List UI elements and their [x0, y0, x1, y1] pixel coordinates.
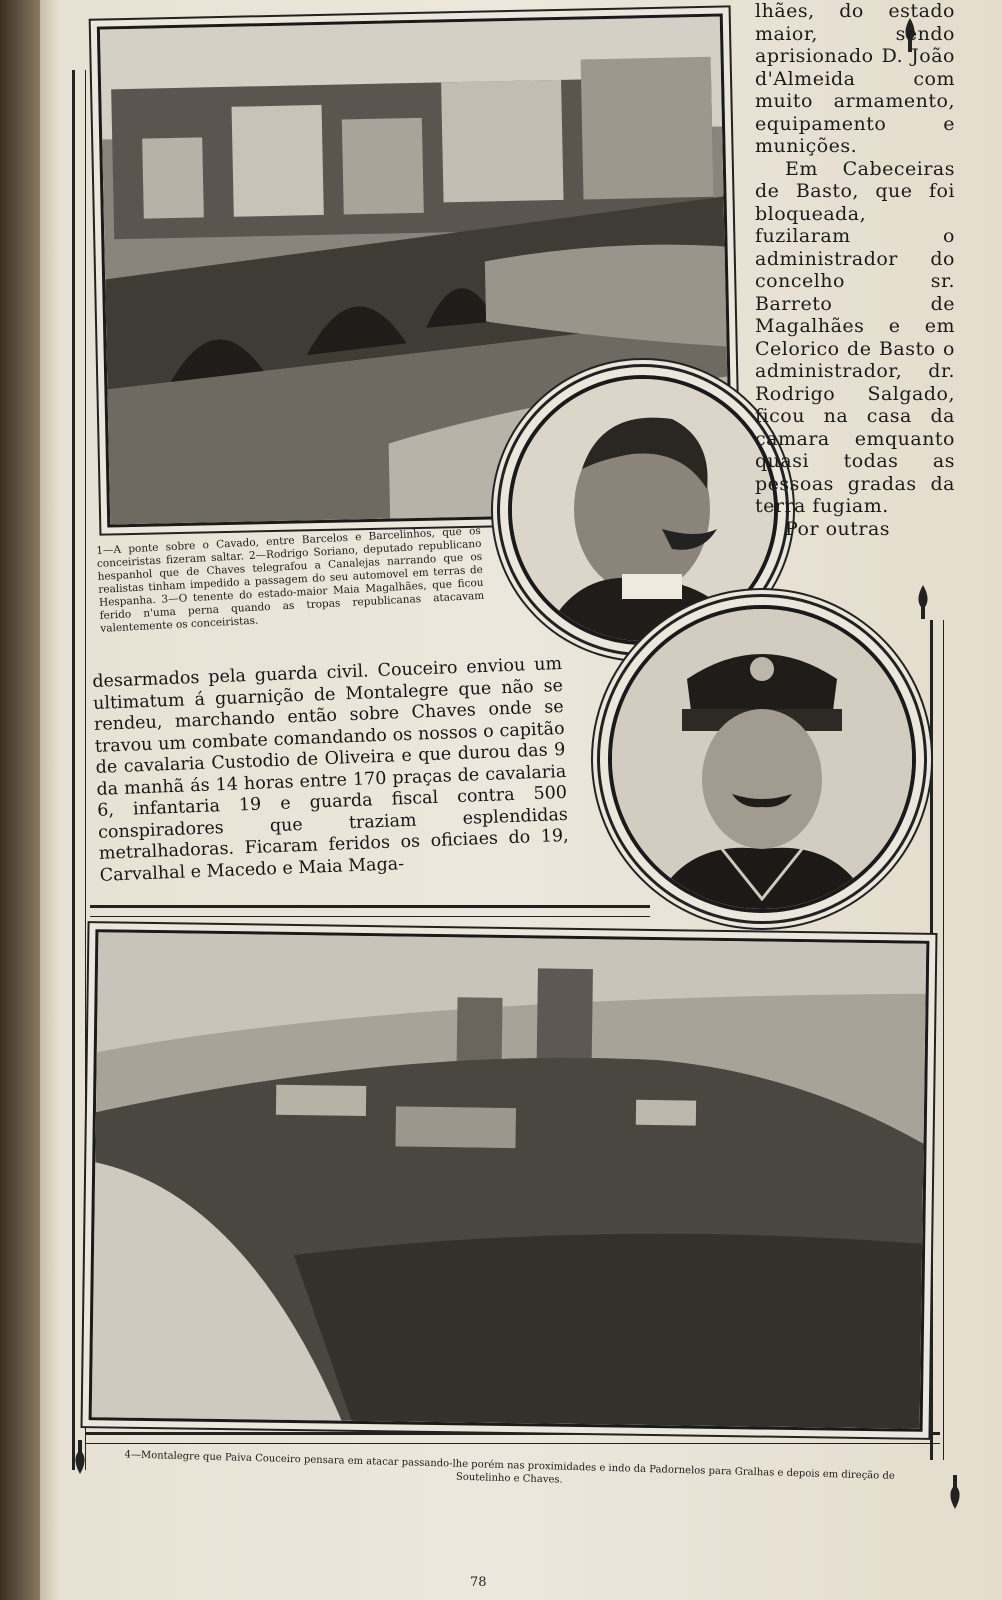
book-gutter	[0, 0, 40, 1600]
column-paragraph-2: Em Cabeceiras de Basto, que foi bloqueada, fuzilaram o administrador do concelho sr. Barreto de Magalhães e em Celorico de Basto o administrador, dr. Rodrigo Salgado, ficou na casa da camara emquanto quasi todas as pessoas gradas da terra fugiam.	[755, 157, 955, 517]
spade-ornament-bottom-right	[947, 1475, 963, 1509]
column-paragraph-3: Por outras	[785, 517, 891, 540]
caption-montalegre: 4—Montalegre que Paiva Couceiro pensara em atacar passando-lhe porém nas proximidades e indo da Padornelos para Gralhas e depois em direção de Soutelinho e Chaves.	[124, 1449, 895, 1486]
page-number: 78	[470, 1575, 487, 1590]
caption-top-photos: 1—A ponte sobre o Cavado, entre Barcelos e Barcelinhos, que os conceiristas fizeram saltar. 2—Rodrigo Soriano, deputado republicano hespanhol que de Chaves telegrafou a Canalejas narrando que os realistas tinham impedido a passagem do seu automovel em terras de Hespanha. 3—O tenente do estado-maior Maia Magalhães, que ficou ferido n'uma perna quando as tropas republicanas atacavam valentemente os conceiristas.	[96, 524, 485, 635]
column-paragraph-1: lhães, do estado maior, sendo aprisionado D. João d'Almeida com muito armamento, equipamento e munições.	[755, 0, 955, 157]
photo-montalegre	[89, 929, 930, 1432]
portrait-rodrigo-soriano	[508, 375, 778, 645]
article-body-text: desarmados pela guarda civil. Couceiro enviou um ultimatum á guarnição de Montalegre que não se rendeu, marchando então sobre Chaves onde se travou um combate comandando os nossos o capitão de cavalaria Custodio de Oliveira e que durou das 9 da manhã ás 14 horas entre 170 praças de cavalaria 6, infantaria 19 e guarda fiscal contra 500 conspiradores que traziam esplendidas metralhadoras. Ficaram feridos os oficiaes do 19, Carvalhal e Macedo e Maia Maga-	[92, 653, 570, 886]
spade-ornament-bottom-left	[72, 1440, 88, 1474]
frame-left-line	[72, 70, 86, 1470]
right-column-text	[755, 0, 955, 540]
frame-rule-middle	[90, 905, 650, 917]
frame-rule-bottom	[85, 1432, 940, 1444]
portrait-maia-magalhaes	[608, 605, 916, 913]
frame-right-line	[930, 620, 944, 1460]
spade-ornament-mid-right	[915, 585, 931, 619]
